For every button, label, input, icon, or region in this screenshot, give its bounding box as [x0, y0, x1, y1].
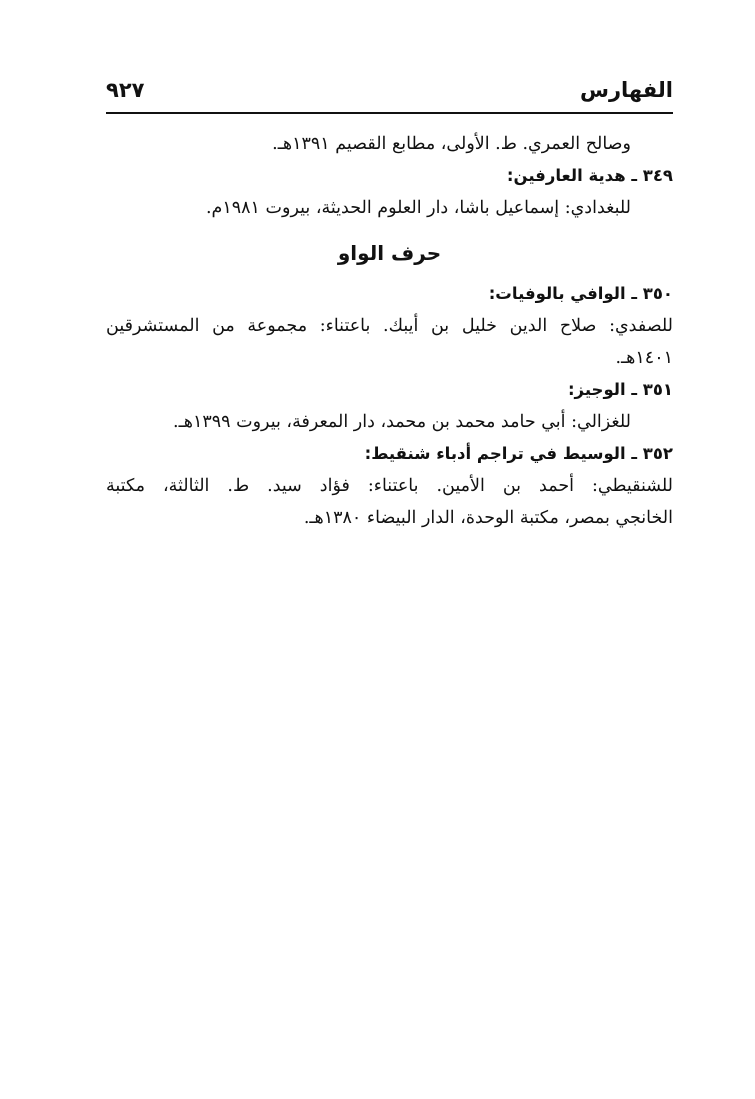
page-content — [106, 128, 673, 534]
section-heading: حرف الواو — [337, 241, 442, 265]
entry-352 — [106, 438, 673, 534]
running-title: الفهارس — [579, 78, 673, 102]
entry-heading: ٣٥٢ ـ الوسيط في تراجم أدباء شنقيط: — [364, 444, 673, 463]
entry-line: ١٤٠١هـ. — [615, 348, 673, 368]
entry-heading: ٣٥٠ ـ الوافي بالوفيات: — [488, 284, 673, 303]
entry-line: للصفدي: صلاح الدين خليل بن أيبك. باعتناء: مجموعة من المستشرقين — [106, 316, 673, 336]
entry-351 — [106, 374, 673, 438]
page-number: ٩٢٧ — [106, 78, 145, 102]
entry-heading: ٣٥١ ـ الوجيز: — [567, 380, 673, 399]
entry-349 — [106, 160, 673, 224]
entry-line: للبغدادي: إسماعيل باشا، دار العلوم الحديثة، بيروت ١٩٨١م. — [205, 198, 631, 218]
entry-heading: ٣٤٩ ـ هدية العارفين: — [506, 166, 673, 185]
page-header — [106, 74, 673, 110]
entry-line: الخانجي بمصر، مكتبة الوحدة، الدار البيضاء ١٣٨٠هـ. — [303, 508, 673, 528]
entry-line: للغزالي: أبي حامد محمد بن محمد، دار المعرفة، بيروت ١٣٩٩هـ. — [173, 412, 631, 432]
entry-continuation-line: وصالح العمري. ط. الأولى، مطابع القصيم ١٣٩١هـ. — [272, 134, 631, 154]
entry-350 — [106, 278, 673, 374]
entry-line: للشنقيطي: أحمد بن الأمين. باعتناء: فؤاد سيد. ط. الثالثة، مكتبة — [106, 476, 673, 496]
header-rule — [106, 112, 673, 114]
